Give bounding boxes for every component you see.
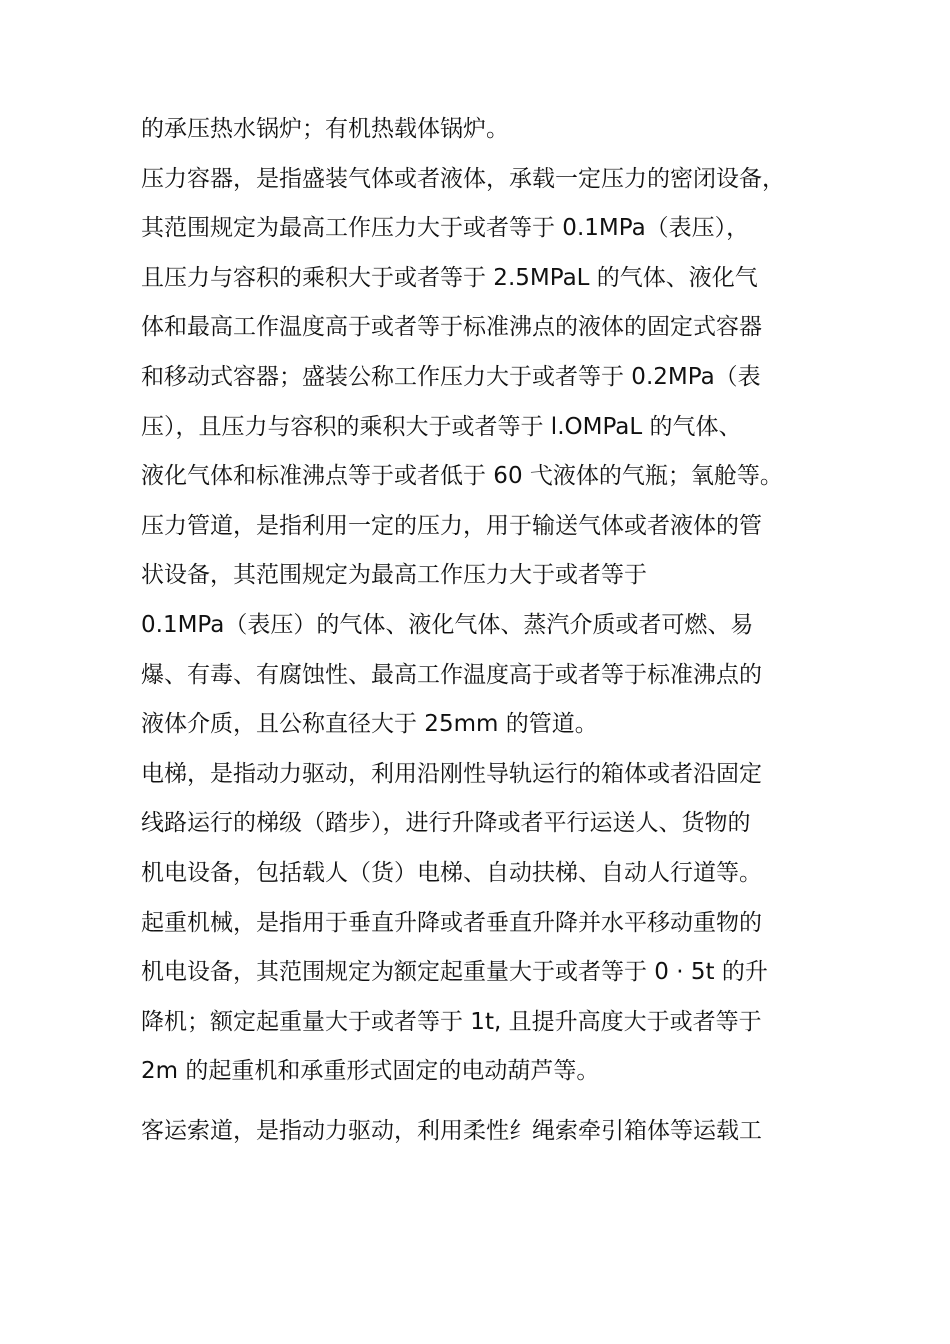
text-line: 和移动式容器；盛装公称工作压力大于或者等于 0.2MPa（表 xyxy=(141,363,761,390)
text-line: 压力管道，是指利用一定的压力，用于输送气体或者液体的管 xyxy=(141,512,762,539)
text-line: 液化气体和标准沸点等于或者低于 60 弋液体的气瓶；氧舱等。 xyxy=(141,463,783,490)
text-line: 压力容器，是指盛装气体或者液体，承载一定压力的密闭设备， xyxy=(141,165,785,192)
text-line: 电梯，是指动力驱动，利用沿刚性导轨运行的箱体或者沿固定 xyxy=(141,760,762,787)
text-line: 机电设备，包括载人（货）电梯、自动扶梯、自动人行道等。 xyxy=(141,859,762,886)
document-body xyxy=(141,105,821,1156)
text-line: 起重机械，是指用于垂直升降或者垂直升降并水平移动重物的 xyxy=(141,909,762,936)
paragraph-gap xyxy=(141,1097,821,1107)
text-line: 2m 的起重机和承重形式固定的电动葫芦等。 xyxy=(141,1058,600,1085)
text-line: 体和最高工作温度高于或者等于标准沸点的液体的固定式容器 xyxy=(141,314,762,341)
text-line: 液体介质，且公称直径大于 25mm 的管道。 xyxy=(141,711,598,738)
text-line: 其范围规定为最高工作压力大于或者等于 0.1MPa（表压）， xyxy=(141,215,750,242)
text-line: 机电设备，其范围规定为额定起重量大于或者等于 0 · 5t 的升 xyxy=(141,959,768,986)
text-line: 降机；额定起重量大于或者等于 1t, 且提升高度大于或者等于 xyxy=(141,1008,762,1035)
text-line: 的承压热水锅炉；有机热载体锅炉。 xyxy=(141,116,509,142)
text-line: 0.1MPa（表压）的气体、液化气体、蒸汽介质或者可燃、易 xyxy=(141,611,754,638)
text-line: 客运索道，是指动力驱动，利用柔性纟绳索牵引箱体等运载工 xyxy=(141,1117,762,1144)
text-line: 且压力与容积的乘积大于或者等于 2.5MPaL 的气体、液化气 xyxy=(141,264,758,291)
text-line: 压），且压力与容积的乘积大于或者等于 l.OMPaL 的气体、 xyxy=(141,413,742,440)
text-line: 线路运行的梯级（踏步），进行升降或者平行运送人、货物的 xyxy=(141,810,751,837)
text-line: 爆、有毒、有腐蚀性、最高工作温度高于或者等于标准沸点的 xyxy=(141,661,762,688)
text-line: 状设备，其范围规定为最高工作压力大于或者等于 xyxy=(141,562,647,589)
